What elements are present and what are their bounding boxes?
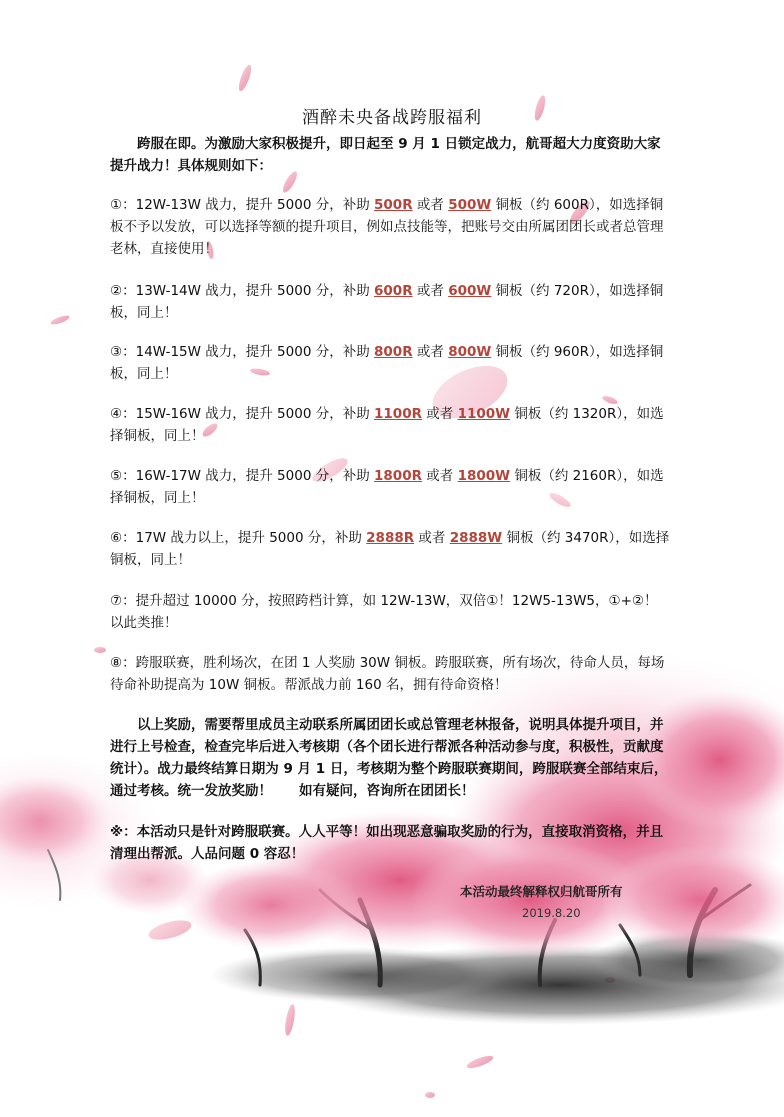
rule-3 [110, 341, 670, 385]
rule-4-prefix: ④：15W-16W 战力，提升 5000 分，补助 [110, 406, 375, 422]
issue-date: 2019.8.20 [522, 906, 581, 920]
intro-paragraph: 跨服在即。为激励大家积极提升，即日起至 9 月 1 日锁定战力，航哥超大力度资助大家提升战力！具体规则如下： [110, 136, 661, 174]
rule-5-prefix: ⑤：16W-17W 战力，提升 5000 分，补助 [110, 468, 375, 484]
rule-6-r-amount: 2888R [366, 530, 415, 546]
notice-paragraph: 以上奖励，需要帮里成员主动联系所属团团长或总管理老林报备，说明具体提升项目，并进行上号检查，检查完毕后进入考核期（各个团长进行帮派各种活动参与度，积极性，贡献度统计）。战力最终结算日期为 9 月 1 日，考核期为整个跨服联赛期间，跨服联赛全部结束后，通过考核。统一发放奖励！ 如有疑问，咨询所在团团长！ [110, 717, 668, 799]
rule-3-prefix: ③：14W-15W 战力，提升 5000 分，补助 [110, 344, 375, 360]
rule-2-r-amount: 600R [374, 283, 413, 299]
page-title: 酒醉未央备战跨服福利 [302, 108, 482, 128]
rule-4 [110, 403, 670, 447]
rule-4-or: 或者 [421, 406, 458, 422]
rule-6-prefix: ⑥：17W 战力以上，提升 5000 分，补助 [110, 530, 367, 546]
rule-5-w-amount: 1800W [457, 468, 511, 484]
rule-2 [110, 280, 670, 324]
rule-5-or: 或者 [421, 468, 458, 484]
rule-5 [110, 465, 670, 509]
warning-paragraph: ※：本活动只是针对跨服联赛。人人平等！如出现恶意骗取奖励的行为，直接取消资格，并且清理出帮派。人品问题 0 容忍！ [110, 824, 664, 862]
signature: 本活动最终解释权归航哥所有 [460, 884, 623, 899]
rule-4-w-amount: 1100W [457, 406, 511, 422]
rule-1-r-amount: 500R [374, 197, 413, 213]
rule-1-or: 或者 [412, 197, 449, 213]
rule-3-w-amount: 800W [448, 344, 492, 360]
rule-7: ⑦：提升超过 10000 分，按照跨档计算，如 12W-13W，双倍①！12W5-13W5，①+②！以此类推！ [110, 593, 658, 631]
rule-6-suffix: 铜板（约 3470R），如选择铜板，同上！ [110, 530, 670, 568]
rule-1-w-amount: 500W [448, 197, 492, 213]
rule-2-w-amount: 600W [448, 283, 492, 299]
rule-3-r-amount: 800R [374, 344, 413, 360]
rule-6-or: 或者 [414, 530, 450, 546]
rule-6 [110, 527, 670, 571]
rule-3-suffix: 铜板（约 960R），如选择铜板，同上！ [110, 344, 664, 382]
rule-2-suffix: 铜板（约 720R），如选择铜板，同上！ [110, 283, 664, 321]
rule-1-suffix: 铜板（约 600R），如选择铜板不予以发放，可以选择等额的提升项目，例如点技能等，把账号交由所属团团长或者总管理老林，直接使用！ [110, 197, 664, 257]
rule-8: ⑧：跨服联赛，胜利场次，在团 1 人奖励 30W 铜板。跨服联赛，所有场次，待命人员，每场待命补助提高为 10W 铜板。帮派战力前 160 名，拥有待命资格！ [110, 655, 665, 693]
rule-5-suffix: 铜板（约 2160R），如选择铜板，同上！ [110, 468, 664, 506]
rule-6-w-amount: 2888W [449, 530, 503, 546]
rule-2-prefix: ②：13W-14W 战力，提升 5000 分，补助 [110, 283, 375, 299]
rule-1 [110, 194, 670, 260]
rule-2-or: 或者 [412, 283, 449, 299]
rule-3-or: 或者 [412, 344, 449, 360]
rule-4-suffix: 铜板（约 1320R），如选择铜板，同上！ [110, 406, 664, 444]
rule-1-prefix: ①：12W-13W 战力，提升 5000 分，补助 [110, 197, 375, 213]
rule-5-r-amount: 1800R [374, 468, 422, 484]
rule-4-r-amount: 1100R [374, 406, 422, 422]
